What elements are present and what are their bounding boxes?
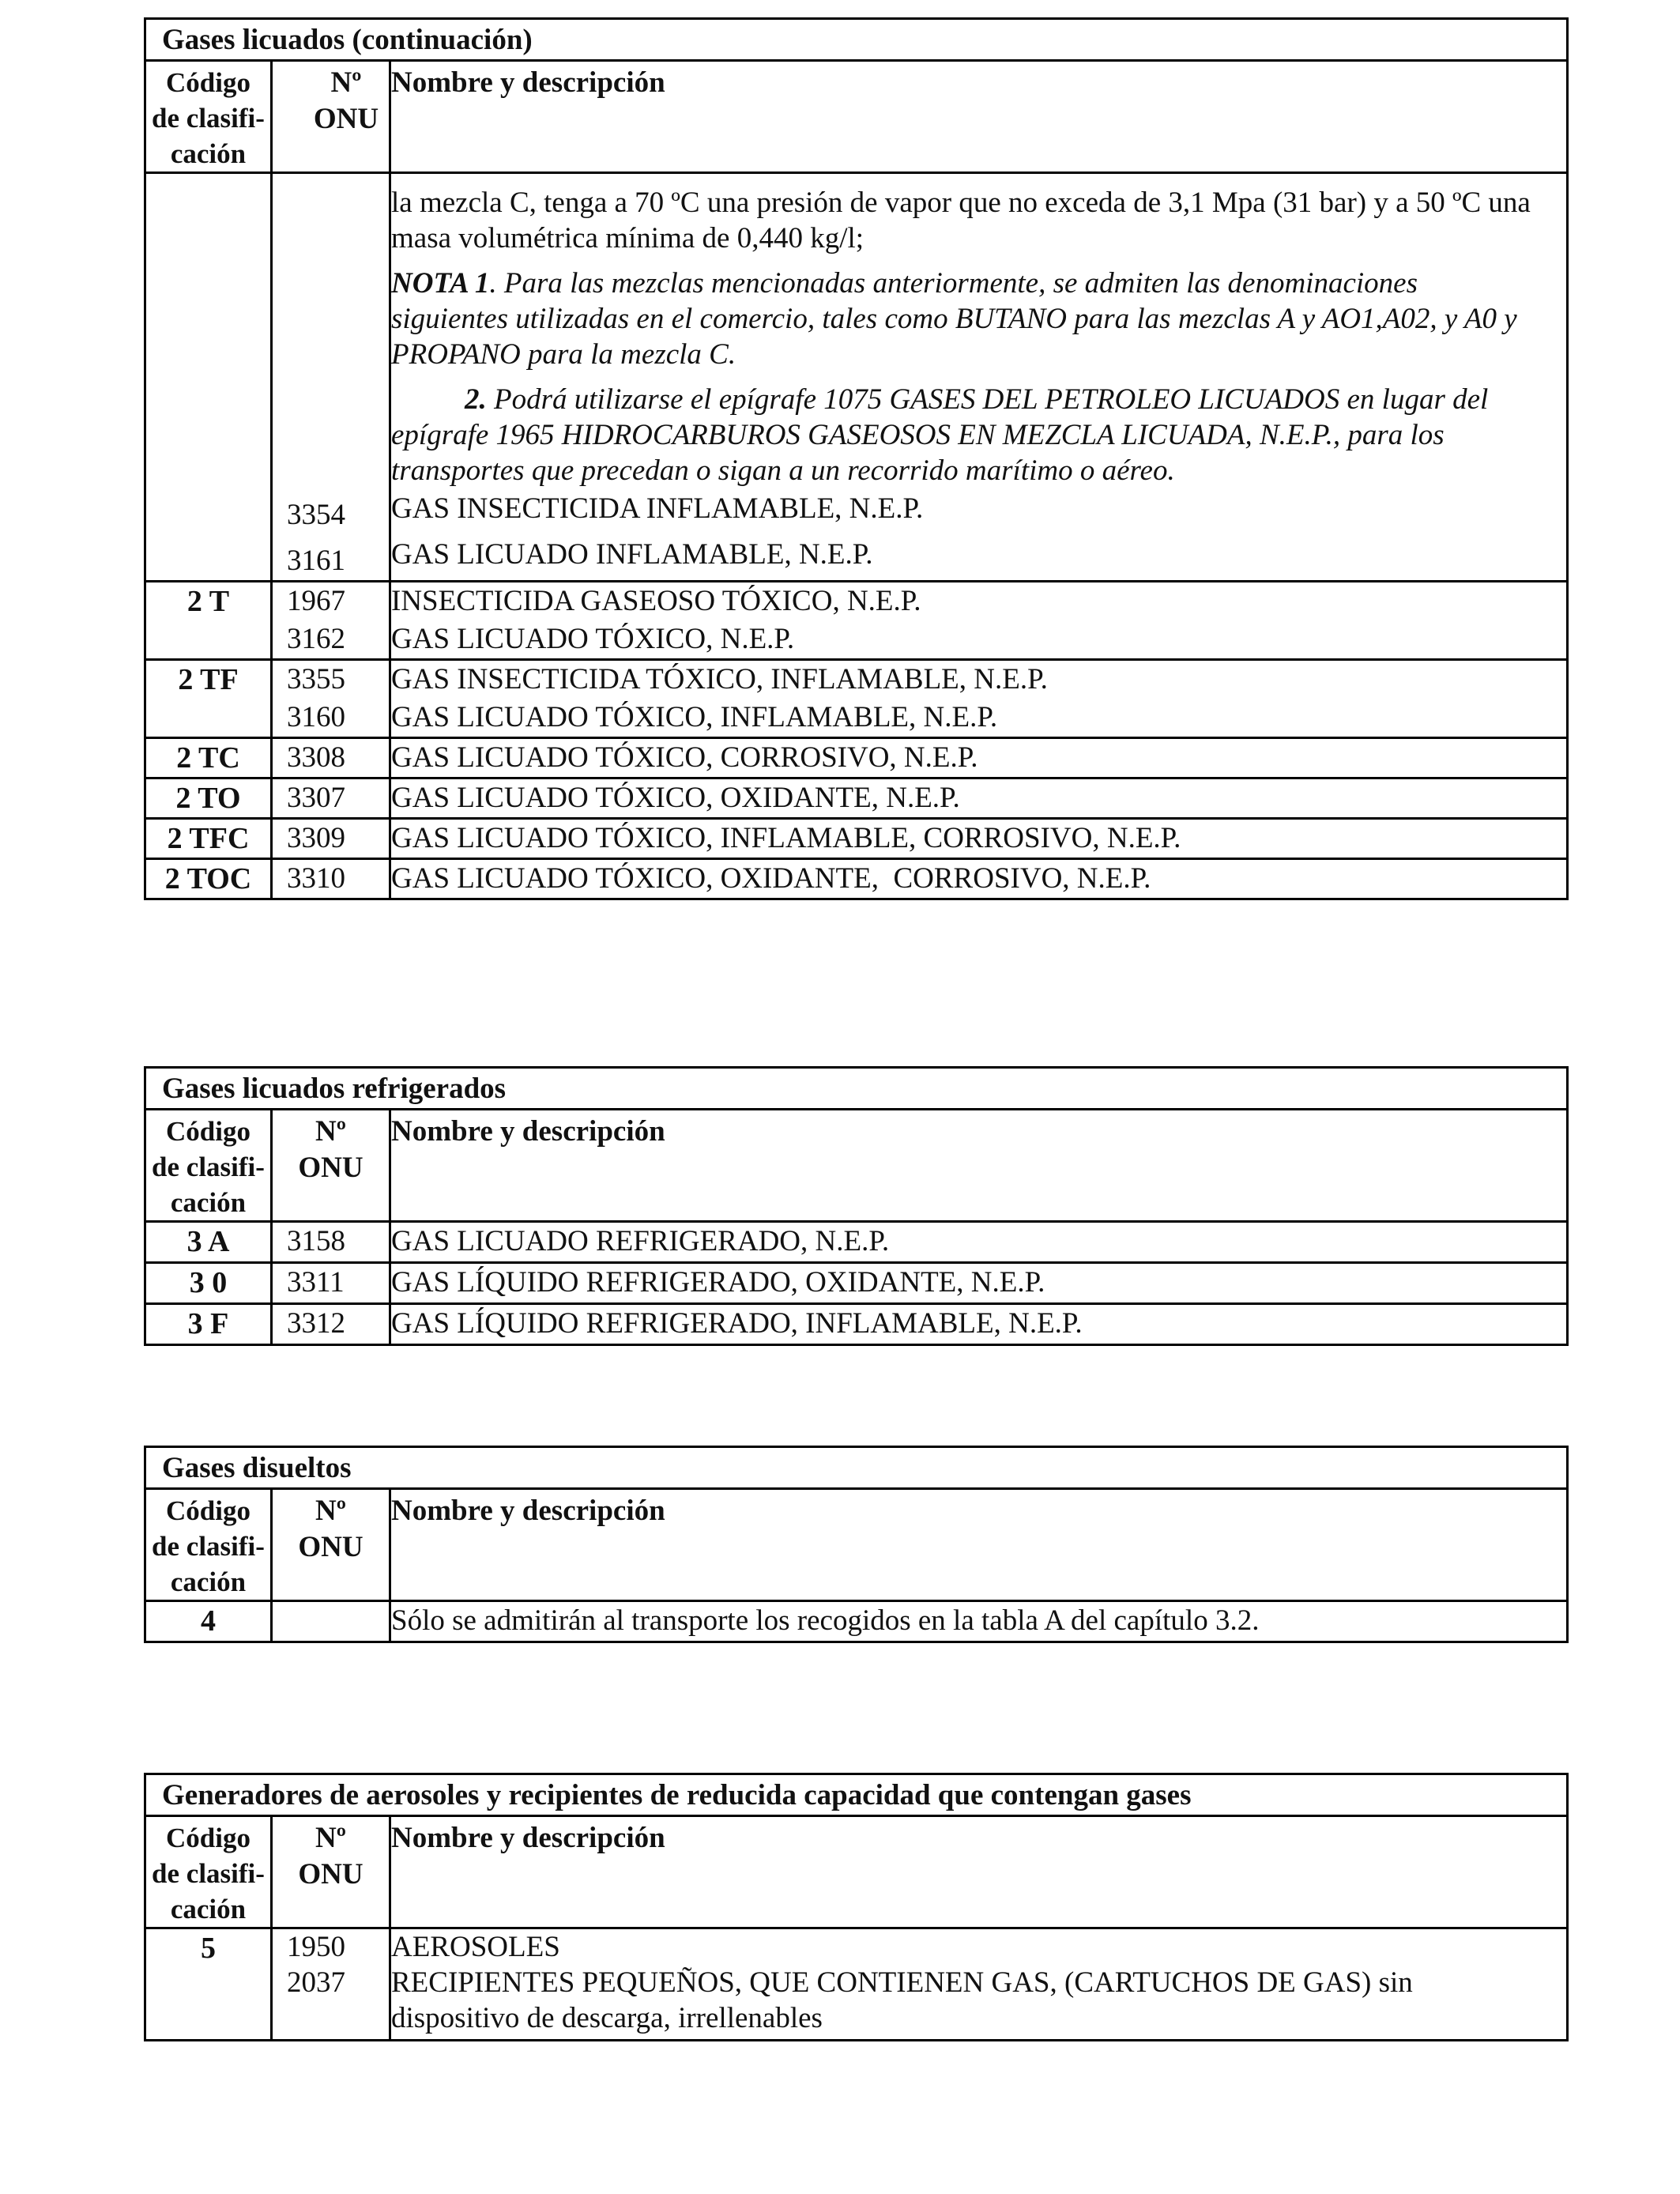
table-row [145,1928,1568,2041]
header-nombre: Nombre y descripción [390,1816,1568,1928]
header-codigo: Código de clasifi- cación [145,1110,272,1222]
table-row [145,819,1568,859]
onu-cell: 3308 [272,738,390,778]
name-cell: GAS LÍQUIDO REFRIGERADO, OXIDANTE, N.E.P. [390,1263,1568,1304]
header-row [145,1110,1568,1222]
code-cell: 2 TF [145,660,272,738]
table-row [145,738,1568,778]
code-cell [145,173,272,582]
onu-cell: 3309 [272,819,390,859]
table-generadores-aerosoles [144,1773,1569,2041]
header-codigo: Código de clasifi- cación [145,1816,272,1928]
code-cell: 4 [145,1601,272,1642]
name-cell: GAS LICUADO TÓXICO, CORROSIVO, N.E.P. [390,738,1568,778]
onu-cell: 3354 3161 [272,173,390,582]
header-onu: Nº ONU [272,1489,390,1601]
onu-cell: 3311 [272,1263,390,1304]
name-cell: GAS LICUADO TÓXICO, OXIDANTE, N.E.P. [390,778,1568,819]
table-gases-disueltos [144,1446,1569,1643]
table-row [145,660,1568,738]
onu-cell [272,1601,390,1642]
table-title: Gases disueltos [145,1447,1568,1489]
table-title: Generadores de aerosoles y recipientes de reducida capacidad que contengan gases [145,1774,1568,1816]
header-nombre: Nombre y descripción [390,1110,1568,1222]
code-cell: 3 F [145,1304,272,1345]
header-row [145,1489,1568,1601]
table-row [145,778,1568,819]
name-cell: GAS LICUADO TÓXICO, INFLAMABLE, CORROSIVO, N.E.P. [390,819,1568,859]
header-row [145,61,1568,173]
code-cell: 2 TFC [145,819,272,859]
code-cell: 2 TO [145,778,272,819]
onu-cell: 1967 3162 [272,582,390,660]
table-row [145,1222,1568,1263]
name-cell: Sólo se admitirán al transporte los recogidos en la tabla A del capítulo 3.2. [390,1601,1568,1642]
table-gases-licuados-refrigerados [144,1066,1569,1346]
onu-cell: 3355 3160 [272,660,390,738]
item-name: GAS LICUADO INFLAMABLE, N.E.P. [391,538,873,571]
code-cell: 3 0 [145,1263,272,1304]
onu-cell: 3307 [272,778,390,819]
table-title: Gases licuados (continuación) [145,19,1568,61]
nota-2: 2. Podrá utilizarse el epígrafe 1075 GASES DEL PETROLEO LICUADOS en lugar del epígrafe 1965 HIDROCARBUROS GASEOSOS EN MEZCLA LICUADA, N.E.P., para los transportes que precedan o sigan a un recorrido marítimo o aéreo. [391,383,1489,487]
name-cell: AEROSOLES RECIPIENTES PEQUEÑOS, QUE CONTIENEN GAS, (CARTUCHOS DE GAS) sin dispositivo de descarga, irrellenables [390,1928,1568,2041]
nota-1: NOTA 1. Para las mezclas mencionadas anteriormente, se admiten las denominaciones siguientes utilizadas en el comercio, tales como BUTANO para las mezclas A y AO1,A02, y A0 y PROPANO para la mezcla C. [391,267,1517,371]
header-onu: Nº ONU [313,66,379,135]
code-cell: 5 [145,1928,272,2041]
name-cell: GAS LÍQUIDO REFRIGERADO, INFLAMABLE, N.E.P. [390,1304,1568,1345]
onu-cell: 1950 2037 [272,1928,390,2041]
code-cell: 2 TC [145,738,272,778]
header-codigo: Código de clasifi- cación [145,1489,272,1601]
header-onu: Nº ONU [272,1816,390,1928]
table-gases-licuados-continuacion [144,17,1569,900]
table-row [145,1304,1568,1345]
header-nombre: Nombre y descripción [390,1489,1568,1601]
name-cell: GAS LICUADO TÓXICO, OXIDANTE, CORROSIVO, N.E.P. [390,859,1568,899]
onu-cell: 3312 [272,1304,390,1345]
table-row-description [145,173,1568,582]
table-row [145,1263,1568,1304]
table-row [145,582,1568,660]
table-row [145,1601,1568,1642]
code-cell: 3 A [145,1222,272,1263]
name-cell: GAS INSECTICIDA TÓXICO, INFLAMABLE, N.E.P. GAS LICUADO TÓXICO, INFLAMABLE, N.E.P. [390,660,1568,738]
onu-cell: 3310 [272,859,390,899]
header-onu: Nº ONU [272,1110,390,1222]
desc-mezcla-c: la mezcla C, tenga a 70 ºC una presión de vapor que no exceda de 3,1 Mpa (31 bar) y a 50 ºC una masa volumétrica mínima de 0,440 kg/l; [391,187,1531,254]
header-row [145,1816,1568,1928]
table-row [145,859,1568,899]
item-name: GAS INSECTICIDA INFLAMABLE, N.E.P. [391,492,924,525]
onu-cell: 3158 [272,1222,390,1263]
header-codigo: Código de clasifi- cación [145,61,272,173]
table-title: Gases licuados refrigerados [145,1068,1568,1110]
header-nombre: Nombre y descripción [391,66,665,99]
name-cell: INSECTICIDA GASEOSO TÓXICO, N.E.P. GAS LICUADO TÓXICO, N.E.P. [390,582,1568,660]
header-onu-nombre [272,61,1568,173]
description-cell [390,173,1568,582]
code-cell: 2 TOC [145,859,272,899]
name-cell: GAS LICUADO REFRIGERADO, N.E.P. [390,1222,1568,1263]
code-cell: 2 T [145,582,272,660]
